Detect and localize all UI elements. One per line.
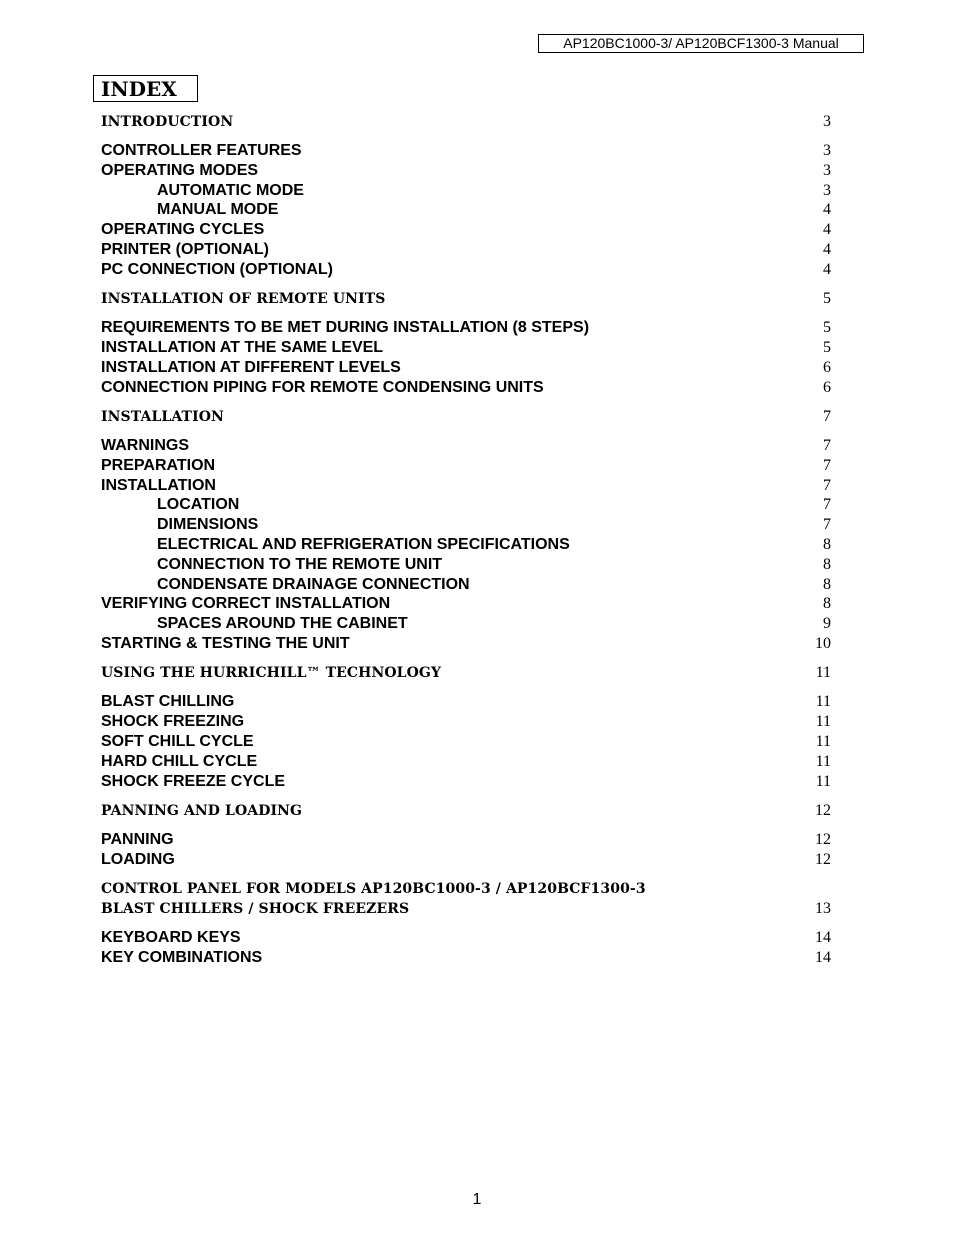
toc-entry-label: INSTALLATION xyxy=(101,477,216,494)
toc-page-number: 7 xyxy=(823,408,831,425)
toc-entry-label: PANNING xyxy=(101,831,174,848)
toc-entry xyxy=(101,752,831,772)
toc-page-number: 7 xyxy=(823,516,831,533)
toc-section-heading xyxy=(101,899,831,919)
toc-section-heading xyxy=(101,112,831,132)
toc-entry xyxy=(101,476,831,496)
toc-page-number: 12 xyxy=(815,831,831,848)
toc-entry-label: SHOCK FREEZE CYCLE xyxy=(101,773,286,790)
toc-entry xyxy=(101,456,831,476)
toc-section-heading xyxy=(101,879,831,899)
toc-page-number: 13 xyxy=(815,900,831,917)
toc-entry-label: INSTALLATION AT THE SAME LEVEL xyxy=(101,339,384,356)
toc-entry-label: PC CONNECTION (OPTIONAL) xyxy=(101,261,333,278)
toc-entry xyxy=(101,495,831,515)
toc-entry-label: STARTING & TESTING THE UNIT xyxy=(101,635,350,652)
toc-entry xyxy=(101,555,831,575)
toc-entry xyxy=(101,515,831,535)
toc-entry xyxy=(101,772,831,792)
toc-entry-label: MANUAL MODE xyxy=(157,201,279,218)
toc-entry xyxy=(101,181,831,201)
toc-page-number: 11 xyxy=(815,773,831,790)
toc-entry xyxy=(101,928,831,948)
toc-page-number: 4 xyxy=(823,221,831,238)
toc-entry-label: CONNECTION PIPING FOR REMOTE CONDENSING UNITS xyxy=(101,379,544,396)
toc-page-number: 11 xyxy=(815,713,831,730)
toc-entry xyxy=(101,634,831,654)
toc-page-number: 7 xyxy=(823,437,831,454)
page-number: 1 xyxy=(472,1191,482,1208)
toc-entry-label: AUTOMATIC MODE xyxy=(157,182,304,199)
toc-entry xyxy=(101,338,831,358)
toc-page-number: 3 xyxy=(823,162,831,179)
toc-entry xyxy=(101,948,831,968)
toc-section-heading xyxy=(101,801,831,821)
toc-entry-label: CONTROLLER FEATURES xyxy=(101,142,302,159)
toc-page-number: 11 xyxy=(815,664,831,681)
toc-entry-label: USING THE HURRICHILL™ TECHNOLOGY xyxy=(101,665,442,681)
toc-entry xyxy=(101,535,831,555)
toc-entry-label: HARD CHILL CYCLE xyxy=(101,753,258,770)
toc-entry xyxy=(101,732,831,752)
toc-entry-label: LOADING xyxy=(101,851,175,868)
toc-page-number: 3 xyxy=(823,142,831,159)
toc-entry-label: CONTROL PANEL FOR MODELS AP120BC1000-3 / AP120BCF1300-3 xyxy=(101,881,646,897)
toc-page-number: 5 xyxy=(823,319,831,336)
toc-entry-label: BLAST CHILLERS / SHOCK FREEZERS xyxy=(101,901,410,917)
toc-page-number: 6 xyxy=(823,379,831,396)
toc-page-number: 4 xyxy=(823,261,831,278)
toc-page-number: 4 xyxy=(823,201,831,218)
toc-entry xyxy=(101,240,831,260)
toc-entry-label: INSTALLATION xyxy=(101,409,224,425)
toc-entry-label: INTRODUCTION xyxy=(101,114,234,130)
toc-entry-label: KEYBOARD KEYS xyxy=(101,929,241,946)
toc-entry xyxy=(101,436,831,456)
toc-page-number: 7 xyxy=(823,457,831,474)
toc-entry xyxy=(101,692,831,712)
toc-entry-label: ELECTRICAL AND REFRIGERATION SPECIFICATIONS xyxy=(157,536,570,553)
toc-page-number: 5 xyxy=(823,290,831,307)
toc-entry-label: SHOCK FREEZING xyxy=(101,713,245,730)
toc-page-number: 8 xyxy=(823,576,831,593)
toc-page-number: 14 xyxy=(815,949,831,966)
toc-page-number: 10 xyxy=(815,635,831,652)
toc-page-number: 9 xyxy=(823,615,831,632)
toc-page-number: 7 xyxy=(823,496,831,513)
index-title: INDEX xyxy=(93,75,198,102)
toc-entry xyxy=(101,200,831,220)
toc-page-number: 11 xyxy=(815,753,831,770)
toc-entry-label: CONNECTION TO THE REMOTE UNIT xyxy=(157,556,443,573)
toc-entry-label: INSTALLATION OF REMOTE UNITS xyxy=(101,291,386,307)
toc-entry-label: PANNING AND LOADING xyxy=(101,803,303,819)
toc-entry xyxy=(101,614,831,634)
toc-entry-label: KEY COMBINATIONS xyxy=(101,949,263,966)
toc-entry-label: BLAST CHILLING xyxy=(101,693,235,710)
toc-section-heading xyxy=(101,407,831,427)
toc-page-number: 4 xyxy=(823,241,831,258)
toc-page-number: 5 xyxy=(823,339,831,356)
toc-entry-label: PREPARATION xyxy=(101,457,216,474)
toc-entry-label: SOFT CHILL CYCLE xyxy=(101,733,254,750)
toc-entry xyxy=(101,161,831,181)
toc-page-number: 8 xyxy=(823,595,831,612)
toc-entry-label: WARNINGS xyxy=(101,437,189,454)
toc-entry-label: INSTALLATION AT DIFFERENT LEVELS xyxy=(101,359,401,376)
toc-page-number: 12 xyxy=(815,802,831,819)
toc-section-heading xyxy=(101,289,831,309)
toc-page-number: 7 xyxy=(823,477,831,494)
toc-entry-label: PRINTER (OPTIONAL) xyxy=(101,241,269,258)
toc-page-number: 3 xyxy=(823,182,831,199)
toc-entry-label: REQUIREMENTS TO BE MET DURING INSTALLATION (8 STEPS) xyxy=(101,319,590,336)
toc-entry xyxy=(101,260,831,280)
toc-entry xyxy=(101,141,831,161)
toc-page-number: 14 xyxy=(815,929,831,946)
toc-page-number: 12 xyxy=(815,851,831,868)
toc-entry xyxy=(101,594,831,614)
toc-entry xyxy=(101,358,831,378)
toc-entry-label: DIMENSIONS xyxy=(157,516,259,533)
toc-entry xyxy=(101,830,831,850)
toc-page-number: 6 xyxy=(823,359,831,376)
toc-entry xyxy=(101,712,831,732)
toc-entry xyxy=(101,318,831,338)
toc-entry-label: CONDENSATE DRAINAGE CONNECTION xyxy=(157,576,470,593)
toc-entry-label: SPACES AROUND THE CABINET xyxy=(157,615,408,632)
toc-entry xyxy=(101,378,831,398)
toc-page-number: 11 xyxy=(815,693,831,710)
toc-entry-label: OPERATING CYCLES xyxy=(101,221,265,238)
toc-entry xyxy=(101,575,831,595)
manual-title-header: AP120BC1000-3/ AP120BCF1300-3 Manual xyxy=(538,34,864,53)
toc-entry-label: LOCATION xyxy=(157,496,240,513)
toc-page-number: 11 xyxy=(815,733,831,750)
toc-entry xyxy=(101,220,831,240)
toc-section-heading xyxy=(101,663,831,683)
toc-entry-label: VERIFYING CORRECT INSTALLATION xyxy=(101,595,391,612)
toc-page-number: 3 xyxy=(823,113,831,130)
toc-entry-label: OPERATING MODES xyxy=(101,162,259,179)
toc-page-number: 8 xyxy=(823,556,831,573)
toc-page-number: 8 xyxy=(823,536,831,553)
toc-entry xyxy=(101,850,831,870)
